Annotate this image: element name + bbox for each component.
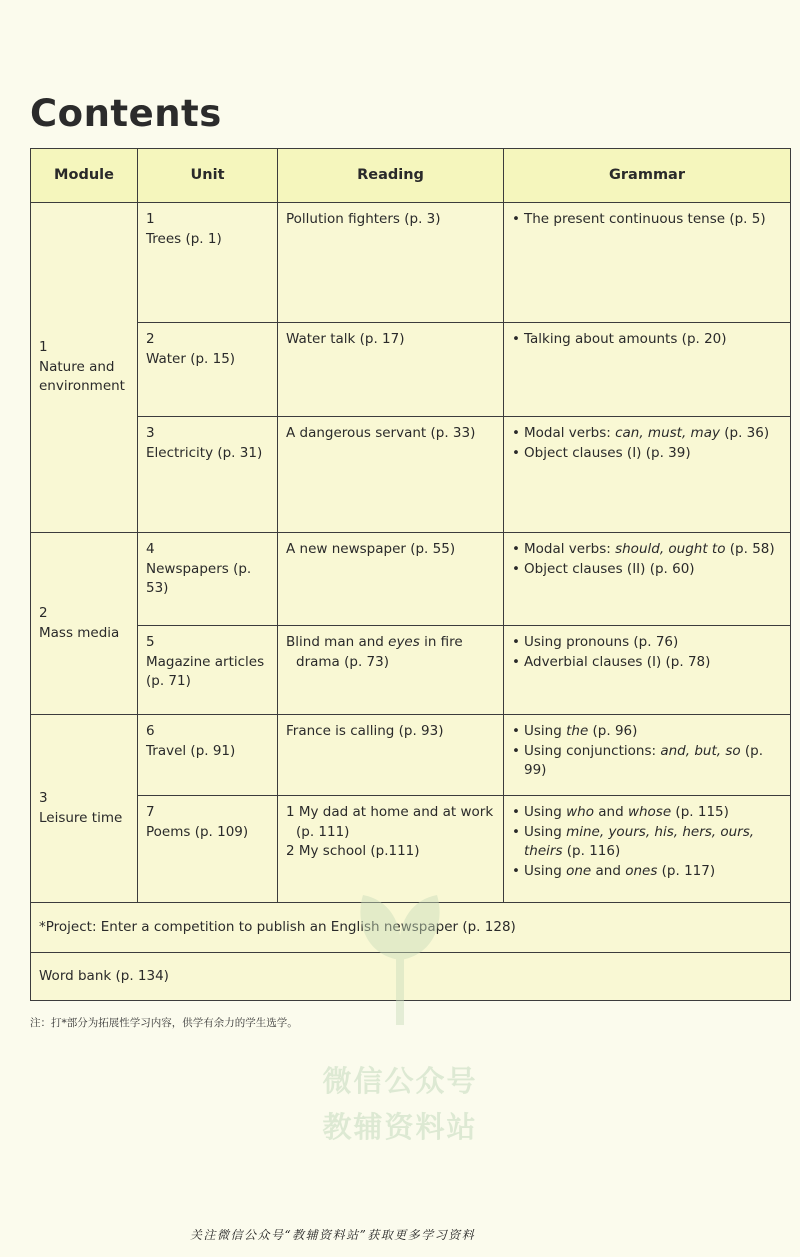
reading-item: France is calling (p. 93): [286, 723, 444, 739]
grammar-list: [512, 210, 782, 230]
reading-cell: [278, 626, 504, 715]
grammar-list: [512, 540, 782, 579]
grammar-text-segment: Using: [524, 804, 567, 820]
header-unit: Unit: [138, 149, 278, 203]
reading-item: A dangerous servant (p. 33): [286, 425, 476, 441]
table-row: [31, 626, 791, 715]
grammar-item: [512, 540, 782, 560]
word-bank-row: [31, 953, 791, 1001]
grammar-text-segment: (p. 116): [562, 843, 621, 859]
contents-table: [30, 148, 791, 1001]
grammar-text-segment: the: [566, 723, 589, 739]
reading-text-segment: eyes: [388, 634, 420, 650]
grammar-text-segment: Object clauses (II) (p. 60): [524, 560, 695, 577]
reading-item: Pollution fighters (p. 3): [286, 211, 441, 227]
grammar-text-segment: (p. 58): [725, 541, 775, 557]
module-cell: [31, 533, 138, 715]
grammar-text-segment: mine, yours, his, hers, ours, theirs: [524, 823, 755, 859]
grammar-text-segment: Using: [524, 823, 567, 840]
module-number: 2: [39, 605, 48, 621]
grammar-text-segment: (p. 96): [588, 723, 638, 739]
grammar-text-segment: The present continuous tense (p. 5): [524, 211, 766, 227]
grammar-item: [512, 722, 782, 742]
module-name: Nature and environment: [39, 358, 125, 395]
header-reading: Reading: [278, 149, 504, 203]
grammar-text-segment: (p. 36): [719, 425, 770, 441]
grammar-text-segment: one: [566, 862, 592, 879]
unit-cell: [138, 626, 278, 715]
unit-cell: [138, 323, 278, 417]
page-title: Contents: [30, 92, 222, 135]
reading-cell: [278, 203, 504, 323]
grammar-item: [512, 560, 782, 580]
table-row: [31, 715, 791, 796]
unit-name: Newspapers (p. 53): [146, 560, 252, 596]
unit-name: Water (p. 15): [146, 350, 236, 367]
unit-name: Magazine articles (p. 71): [146, 653, 265, 689]
grammar-text-segment: (p. 99): [524, 742, 764, 778]
unit-cell: [138, 715, 278, 796]
unit-number: 2: [146, 331, 155, 347]
word-bank-cell: Word bank (p. 134): [31, 953, 791, 1001]
grammar-cell: [504, 796, 791, 903]
reading-cell: [278, 796, 504, 903]
grammar-text-segment: Modal verbs:: [524, 425, 616, 441]
grammar-text-segment: (p. 117): [657, 862, 716, 879]
module-cell: [31, 715, 138, 903]
reading-item: 1 My dad at home and at work (p. 111): [286, 804, 494, 840]
grammar-text-segment: Using: [524, 723, 567, 739]
unit-cell: [138, 203, 278, 323]
unit-number: 4: [146, 541, 155, 557]
reading-item: A new newspaper (p. 55): [286, 541, 456, 557]
grammar-text-segment: and, but, so: [660, 742, 741, 759]
reading-cell: [278, 323, 504, 417]
unit-number: 5: [146, 634, 155, 650]
unit-number: 7: [146, 804, 155, 820]
grammar-cell: [504, 417, 791, 533]
unit-cell: [138, 417, 278, 533]
grammar-cell: [504, 715, 791, 796]
module-cell: [31, 203, 138, 533]
grammar-list: [512, 424, 782, 463]
grammar-text-segment: Using conjunctions:: [524, 742, 661, 759]
grammar-item: [512, 862, 782, 882]
project-cell: *Project: Enter a competition to publish an English newspaper (p. 128): [31, 903, 791, 953]
grammar-text-segment: (p. 115): [671, 804, 729, 820]
reading-text-segment: Blind man and: [286, 634, 389, 650]
reading-cell: [278, 533, 504, 626]
watermark-line2: 教辅资料站: [322, 1110, 478, 1144]
module-number: 1: [39, 339, 48, 356]
module-number: 3: [39, 790, 48, 806]
grammar-item: [512, 330, 782, 350]
grammar-text-segment: and: [591, 862, 626, 879]
grammar-cell: [504, 203, 791, 323]
table-row: [31, 417, 791, 533]
grammar-text-segment: ones: [625, 862, 658, 879]
grammar-text-segment: should, ought to: [615, 541, 726, 557]
table-row: [31, 323, 791, 417]
grammar-text-segment: Talking about amounts (p. 20): [524, 331, 727, 347]
unit-cell: [138, 533, 278, 626]
reading-cell: [278, 417, 504, 533]
grammar-item: [512, 653, 782, 673]
watermark-line1: 微信公众号: [322, 1064, 478, 1098]
grammar-text-segment: whose: [627, 804, 672, 820]
unit-number: 6: [146, 723, 155, 739]
header-module: Module: [31, 149, 138, 203]
header-grammar: Grammar: [504, 149, 791, 203]
grammar-cell: [504, 533, 791, 626]
unit-name: Trees (p. 1): [146, 230, 222, 247]
reading-cell: [278, 715, 504, 796]
grammar-text-segment: Using pronouns (p. 76): [524, 634, 679, 650]
grammar-item: [512, 444, 782, 464]
table-row: [31, 796, 791, 903]
grammar-text-segment: Using: [524, 862, 567, 879]
grammar-text-segment: can, must, may: [615, 425, 720, 441]
unit-number: 3: [146, 425, 155, 441]
bottom-note: 关注微信公众号“教辅资料站”获取更多学习资料: [190, 1228, 476, 1242]
unit-name: Poems (p. 109): [146, 823, 249, 840]
grammar-list: [512, 722, 782, 781]
grammar-text-segment: Object clauses (I) (p. 39): [524, 444, 691, 461]
grammar-list: [512, 633, 782, 672]
grammar-cell: [504, 323, 791, 417]
grammar-item: [512, 803, 782, 823]
grammar-item: [512, 742, 782, 781]
grammar-item: [512, 424, 782, 444]
unit-cell: [138, 796, 278, 903]
table-row: [31, 533, 791, 626]
watermark: [300, 1058, 500, 1150]
reading-item: 2 My school (p.111): [286, 843, 420, 859]
grammar-item: [512, 823, 782, 862]
grammar-list: [512, 330, 782, 350]
reading-item: Water talk (p. 17): [286, 331, 405, 347]
unit-number: 1: [146, 211, 155, 227]
unit-name: Travel (p. 91): [146, 742, 236, 759]
project-row: [31, 903, 791, 953]
table-row: [31, 203, 791, 323]
grammar-text-segment: Modal verbs:: [524, 541, 616, 557]
module-name: Mass media: [39, 624, 120, 641]
footnote: 注：打*部分为拓展性学习内容，供学有余力的学生选学。: [30, 1017, 298, 1029]
reading-text-segment: in fire drama (p. 73): [296, 634, 463, 670]
grammar-cell: [504, 626, 791, 715]
grammar-text-segment: Adverbial clauses (I) (p. 78): [524, 653, 711, 670]
grammar-item: [512, 633, 782, 653]
grammar-text-segment: and: [593, 804, 628, 820]
grammar-list: [512, 803, 782, 881]
module-name: Leisure time: [39, 809, 123, 826]
grammar-item: [512, 210, 782, 230]
table-header-row: [31, 149, 791, 203]
unit-name: Electricity (p. 31): [146, 444, 263, 461]
reading-item: [286, 633, 495, 672]
grammar-text-segment: who: [566, 804, 594, 820]
